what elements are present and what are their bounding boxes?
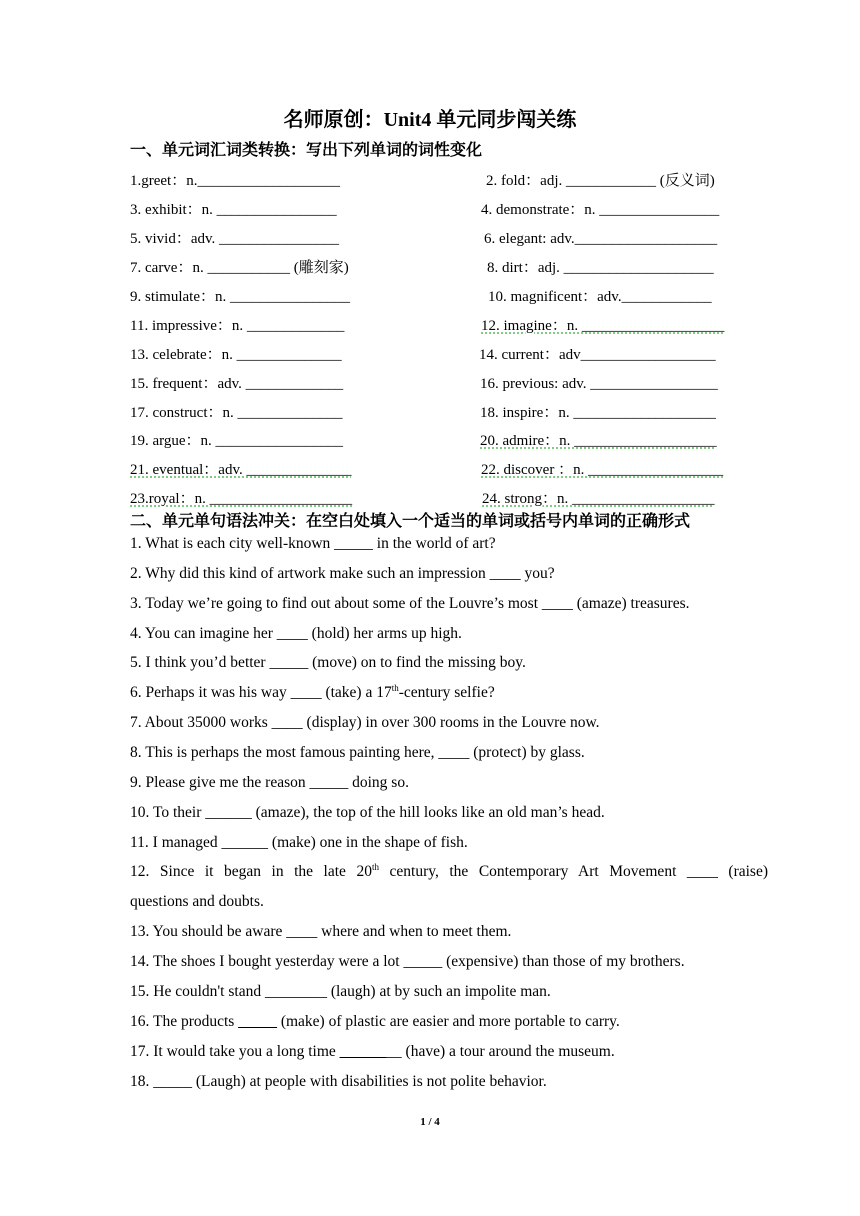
vocab-item-21: 21. eventual：adv. ______________ — [130, 462, 352, 478]
sentence-8: 8. This is perhaps the most famous painting here, ____ (protect) by glass. — [130, 744, 585, 761]
vocab-item-23: 23.royal：n. ___________________ — [130, 491, 353, 507]
sentence-12 — [130, 857, 768, 917]
sentence-4: 4. You can imagine her ____ (hold) her arms up high. — [130, 625, 462, 642]
sentence-10: 10. To their ______ (amaze), the top of the hill looks like an old man’s head. — [130, 804, 605, 821]
sentence-6-text: 6. Perhaps it was his way ____ (take) a 17 — [130, 684, 392, 701]
vocab-item-24: 24. strong：n. ___________________ — [482, 491, 715, 507]
vocab-item-11: 11. impressive：n. _____________ — [130, 318, 345, 334]
vocab-item-9: 9. stimulate：n. ________________ — [130, 289, 350, 305]
vocab-item-19: 19. argue：n. _________________ — [130, 433, 344, 449]
vocab-item-10: 10. magnificent：adv.____________ — [488, 289, 712, 305]
sentence-6-superscript: th — [391, 682, 399, 693]
vocab-item-6: 6. elegant: adv.___________________ — [484, 231, 718, 247]
sentence-11: 11. I managed ______ (make) one in the shape of fish. — [130, 834, 468, 851]
page-title: 名师原创：Unit4 单元同步闯关练 — [283, 109, 577, 131]
sentence-7: 7. About 35000 works ____ (display) in over 300 rooms in the Louvre now. — [130, 714, 600, 731]
sentence-5: 5. I think you’d better _____ (move) on to find the missing boy. — [130, 654, 526, 671]
sentence-6 — [130, 683, 495, 703]
sentence-16-text: 16. The products — [130, 1013, 239, 1030]
vocab-item-18: 18. inspire：n. ___________________ — [480, 405, 716, 421]
sentence-12-text: 12. Since it began in the late 20 — [130, 863, 372, 880]
vocab-item-16: 16. previous: adv. _________________ — [480, 376, 718, 392]
sentence-12-superscript: th — [371, 861, 379, 872]
vocab-item-4: 4. demonstrate：n. ________________ — [481, 202, 720, 218]
sentence-9: 9. Please give me the reason _____ doing so. — [130, 774, 409, 791]
sentence-17-text-end: __ (have) a tour around the museum. — [386, 1043, 615, 1060]
vocab-item-13: 13. celebrate：n. ______________ — [130, 347, 342, 363]
sentence-6-text-end: -century selfie? — [398, 684, 495, 701]
page-number: 1 / 4 — [420, 1116, 440, 1128]
vocab-item-3: 3. exhibit：n. ________________ — [130, 202, 337, 218]
sentence-14: 14. The shoes I bought yesterday were a lot _____ (expensive) than those of my brothers. — [130, 953, 685, 970]
vocab-item-8: 8. dirt：adj. ____________________ — [487, 260, 714, 276]
vocab-item-20: 20. admire：n. ___________________ — [480, 433, 717, 449]
vocab-item-22: 22. discover ：n. __________________ — [481, 462, 724, 478]
sentence-15: 15. He couldn't stand ________ (laugh) at by such an impolite man. — [130, 983, 551, 1000]
vocab-item-7: 7. carve：n. ___________ (雕刻家) — [130, 260, 349, 276]
vocab-item-14: 14. current：adv__________________ — [479, 347, 716, 363]
section-1-heading: 一、单元词汇词类转换：写出下列单词的词性变化 — [130, 142, 483, 159]
sentence-12-line-1 — [130, 857, 768, 887]
vocab-item-5: 5. vivid：adv. ________________ — [130, 231, 340, 247]
sentence-12-text-end: century, the Contemporary Art Movement ____ (raise) — [378, 863, 768, 880]
sentence-17-text: 17. It would take you a long time — [130, 1043, 340, 1060]
sentence-3: 3. Today we’re going to find out about some of the Louvre’s most ____ (amaze) treasures. — [130, 595, 690, 612]
sentence-17 — [130, 1042, 615, 1062]
sentence-13: 13. You should be aware ____ where and when to meet them. — [130, 923, 512, 940]
sentence-17-blank: ______ — [339, 1043, 387, 1060]
sentence-12-line-2: questions and doubts. — [130, 893, 264, 910]
sentence-16 — [130, 1012, 620, 1032]
vocab-item-15: 15. frequent：adv. _____________ — [130, 376, 344, 392]
section-2-heading: 二、单元单句语法冲关：在空白处填入一个适当的单词或括号内单词的正确形式 — [130, 513, 691, 530]
vocab-item-17: 17. construct：n. ______________ — [130, 405, 343, 421]
sentence-16-blank: _____ — [238, 1013, 277, 1030]
vocab-item-12: 12. imagine：n. ___________________ — [481, 318, 725, 334]
sentence-18: 18. _____ (Laugh) at people with disabilities is not polite behavior. — [130, 1073, 547, 1090]
sentence-16-text-end: (make) of plastic are easier and more portable to carry. — [276, 1013, 620, 1030]
vocab-item-2: 2. fold：adj. ____________ (反义词) — [486, 173, 715, 189]
vocab-item-1: 1.greet：n.___________________ — [130, 173, 340, 189]
sentence-1: 1. What is each city well-known _____ in the world of art? — [130, 535, 496, 552]
sentence-2: 2. Why did this kind of artwork make such an impression ____ you? — [130, 565, 555, 582]
